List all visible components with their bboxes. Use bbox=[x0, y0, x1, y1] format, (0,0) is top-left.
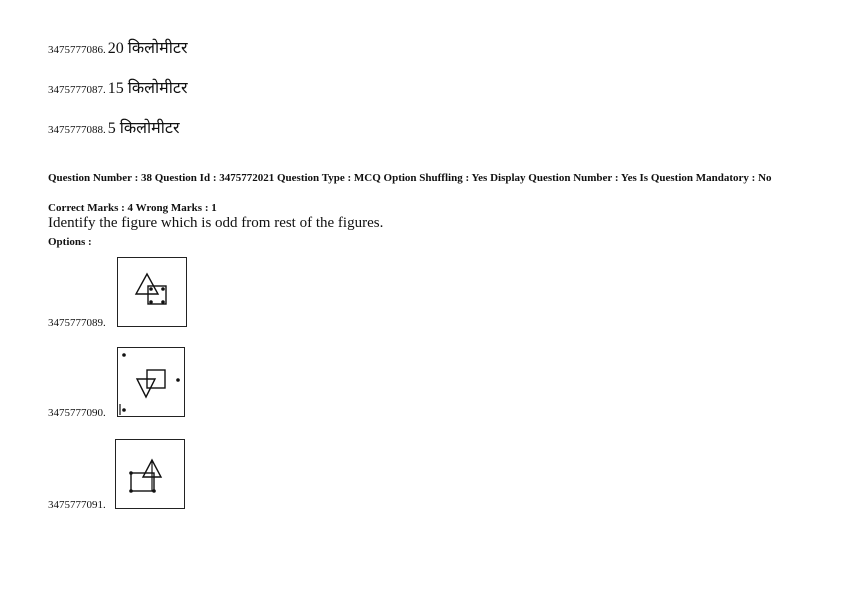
answer-option-id: 3475777086. bbox=[48, 44, 106, 56]
question-marks: Correct Marks : 4 Wrong Marks : 1 bbox=[48, 202, 217, 214]
square-overlapping-triangle-with-dots-icon bbox=[115, 439, 185, 509]
option-id: 3475777089. bbox=[48, 317, 106, 329]
answer-option-text: 20 किलोमीटर bbox=[107, 40, 188, 57]
answer-option-2 bbox=[48, 76, 188, 98]
question-meta: Question Number : 38 Question Id : 3475772021 Question Type : MCQ Option Shuffling : Yes Display Question Number : Yes Is Question Mandatory : No bbox=[48, 172, 772, 184]
answer-option-text: 5 किलोमीटर bbox=[107, 120, 180, 137]
answer-option-1 bbox=[48, 36, 188, 58]
inverted-triangle-overlapping-square-with-dots-icon bbox=[117, 347, 185, 417]
answer-option-3 bbox=[48, 116, 180, 138]
option-id: 3475777091. bbox=[48, 499, 106, 511]
triangle-overlapping-square-with-dots-icon bbox=[117, 257, 187, 327]
options-label: Options : bbox=[48, 236, 92, 248]
question-text: Identify the figure which is odd from rest of the figures. bbox=[48, 215, 384, 231]
option-id: 3475777090. bbox=[48, 407, 106, 419]
answer-option-text: 15 किलोमीटर bbox=[107, 80, 188, 97]
answer-option-id: 3475777088. bbox=[48, 124, 106, 136]
answer-option-id: 3475777087. bbox=[48, 84, 106, 96]
